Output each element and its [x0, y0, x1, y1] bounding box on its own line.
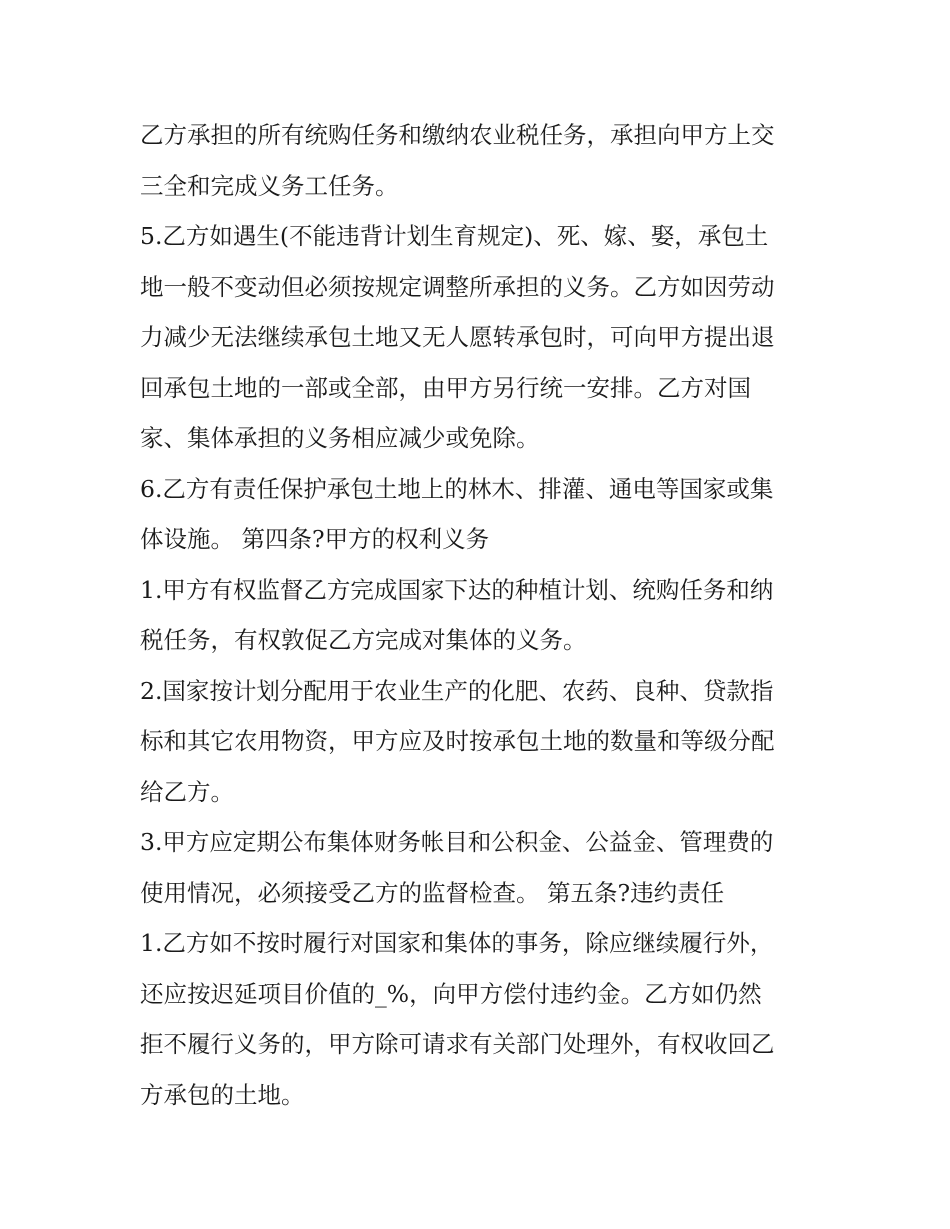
text-line: 6.乙方有责任保护承包土地上的林木、排灌、通电等国家或集	[140, 474, 774, 503]
text-line: 乙方承担的所有统购任务和缴纳农业税任务，承担向甲方上交	[140, 121, 775, 149]
text-line: 税任务，有权敦促乙方完成对集体的义务。	[140, 626, 587, 654]
text-line: 3.甲方应定期公布集体财务帐目和公积金、公益金、管理费的	[140, 828, 774, 856]
text-line: 2.国家按计划分配用于农业生产的化肥、农药、良种、贷款指	[140, 676, 774, 705]
text-line: 拒不履行义务的，甲方除可请求有关部门处理外，有权收回乙	[140, 1030, 775, 1058]
text-line: 地一般不变动但必须按规定调整所承担的义务。乙方如因劳动	[140, 272, 775, 301]
text-line: 1.甲方有权监督乙方完成国家下达的种植计划、统购任务和纳	[140, 575, 774, 604]
text-line: 1.乙方如不按时履行对国家和集体的事务，除应继续履行外，	[140, 929, 774, 957]
text-line: 三全和完成义务工任务。	[140, 171, 399, 200]
text-line: 力减少无法继续承包土地又无人愿转承包时，可向甲方提出退	[140, 323, 775, 351]
document-body	[140, 110, 820, 1120]
text-line: 5.乙方如遇生(不能违背计划生育规定)、死、嫁、娶，承包土	[140, 222, 769, 250]
text-line: 使用情况，必须接受乙方的监督检查。 第五条?违约责任	[140, 878, 725, 907]
text-line: 方承包的土地。	[140, 1080, 305, 1109]
text-line: 标和其它农用物资，甲方应及时按承包土地的数量和等级分配	[140, 727, 775, 755]
text-line: 回承包土地的一部或全部，由甲方另行统一安排。乙方对国	[140, 373, 751, 402]
text-line: 给乙方。	[140, 777, 234, 806]
text-line: 体设施。 第四条?甲方的权利义务	[140, 525, 490, 553]
text-line: 还应按迟延项目价值的_%，向甲方偿付违约金。乙方如仍然	[140, 979, 762, 1008]
text-line: 家、集体承担的义务相应减少或免除。	[140, 424, 540, 452]
